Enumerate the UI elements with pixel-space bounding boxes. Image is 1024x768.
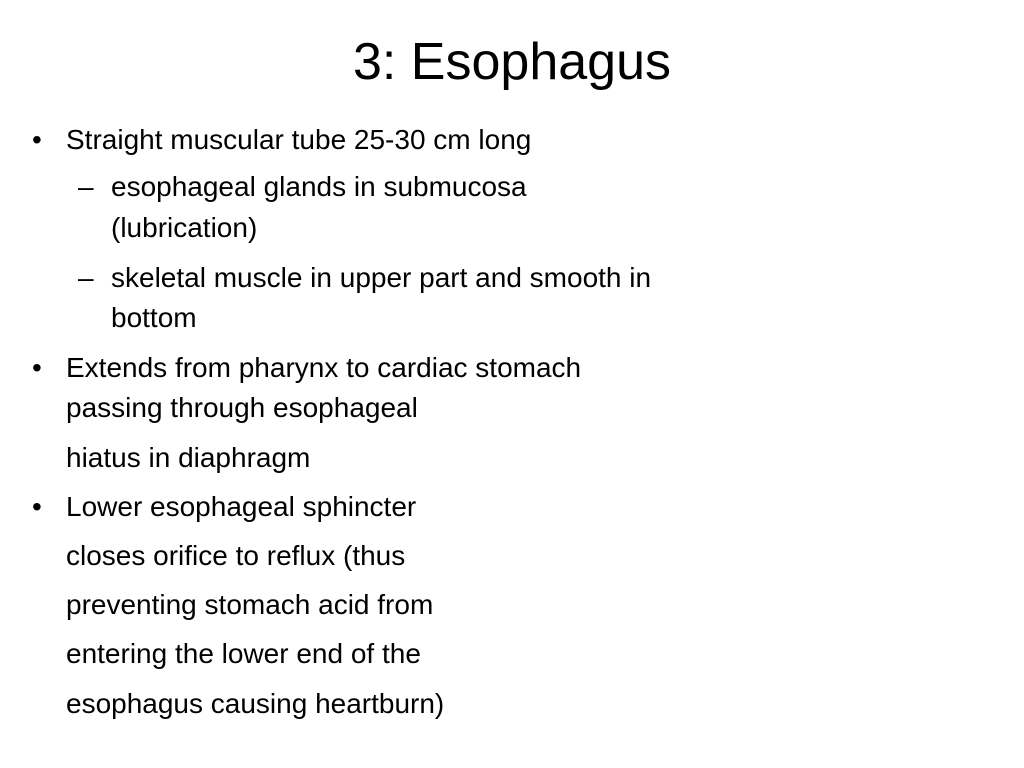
bullet-marker: •	[32, 124, 42, 155]
dash-marker: –	[78, 171, 94, 202]
body-text-preventing-acid: preventing stomach acid from	[66, 589, 434, 620]
bullet-text-straight-tube: Straight muscular tube 25-30 cm long	[66, 124, 532, 155]
subbullet-text-muscle-line1: skeletal muscle in upper part and smooth in	[111, 262, 652, 293]
bullet-text-extends-line1: Extends from pharynx to cardiac stomach	[66, 352, 582, 383]
dash-marker: –	[78, 262, 94, 293]
bullet-marker: •	[32, 352, 42, 383]
body-text-hiatus: hiatus in diaphragm	[66, 442, 311, 473]
body-text-entering-lower-end: entering the lower end of the	[66, 638, 421, 669]
bullet-text-extends-line2: passing through esophageal	[66, 392, 418, 423]
body-text-heartburn: esophagus causing heartburn)	[66, 688, 445, 719]
bullet-text-sphincter: Lower esophageal sphincter	[66, 491, 417, 522]
body-text-closes-orifice: closes orifice to reflux (thus	[66, 540, 406, 571]
slide-title: 3: Esophagus	[352, 33, 672, 91]
subbullet-text-muscle-line2: bottom	[111, 302, 197, 333]
subbullet-text-glands-line2: (lubrication)	[111, 212, 258, 243]
subbullet-text-glands-line1: esophageal glands in submucosa	[111, 171, 527, 202]
bullet-marker: •	[32, 491, 42, 522]
